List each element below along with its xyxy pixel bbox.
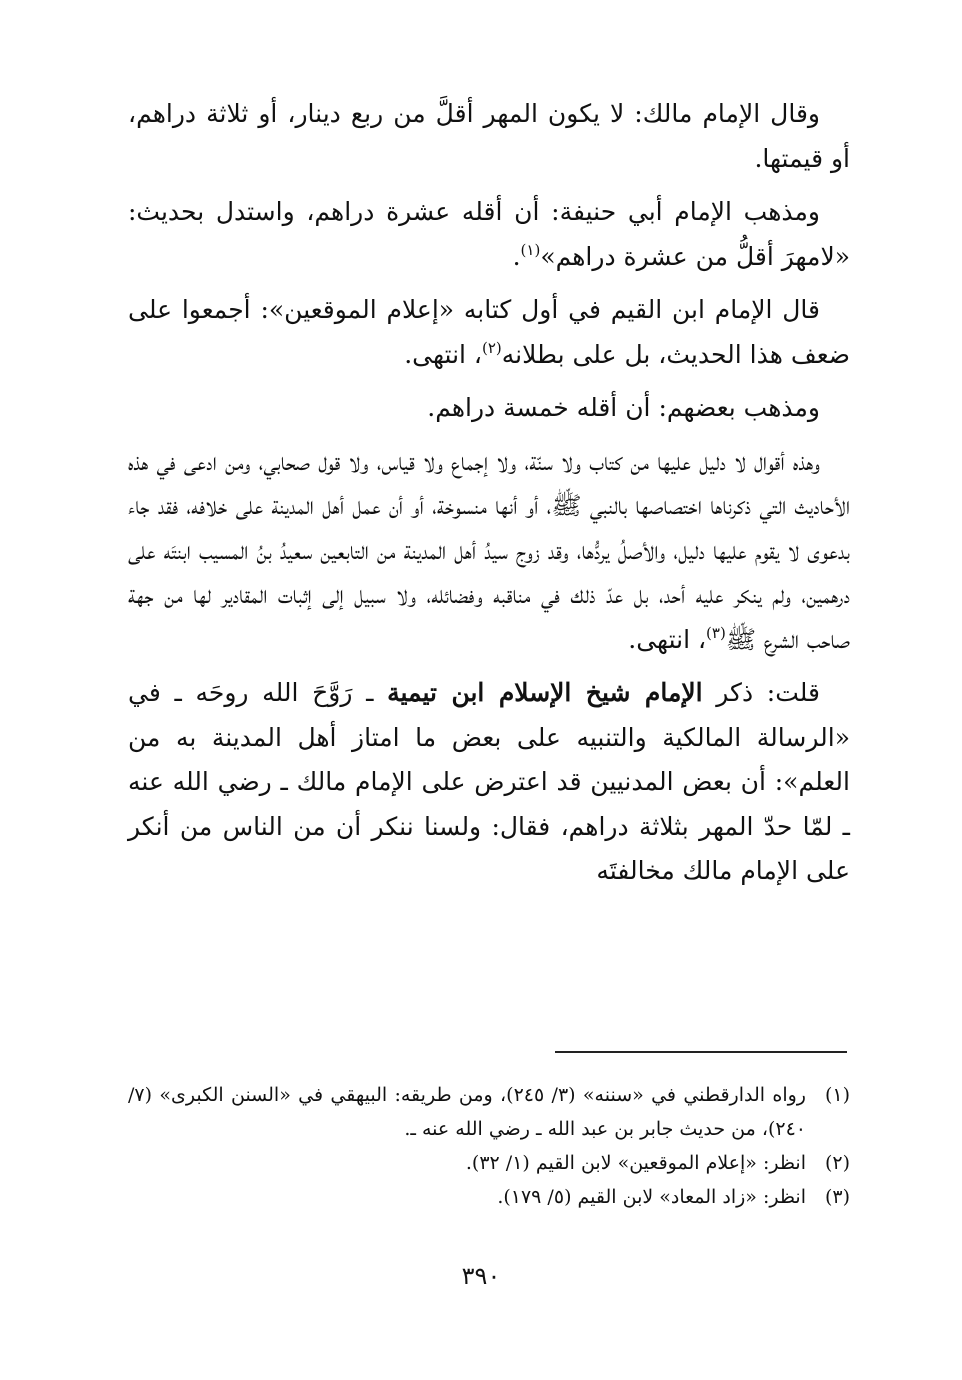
bold-name: الإمام شيخ الإسلام ابن تيمية: [387, 678, 703, 707]
footnote-text: رواه الدارقطني في «سننه» (٣/ ٢٤٥)، ومن طريقه: البيهقي في «السنن الكبرى» (٧/ ٢٤٠)، من حديث جابر بن عبد الله ـ رضي الله عنه ـ.: [128, 1084, 806, 1140]
footnote-ref-2[interactable]: (٢): [482, 338, 502, 357]
footnote-2: [128, 1146, 850, 1180]
footnote-1: [128, 1078, 850, 1146]
footnote-number: (١): [824, 1084, 850, 1106]
paragraph-text: ـ رَوَّحَ الله روحَه ـ في «الرسالة المالكية والتنبيه على بعض ما امتاز أهل المدينة به من العلم»: أن بعض المدنيين قد اعترض على الإمام مالك ـ رضي الله عنه ـ لمّا حدّ المهر بثلاثة دراهم، فقال: ولسنا ننكر أن من الناس من أنكر على الإمام مالك مخالفتَه: [128, 678, 850, 885]
footnote-number: (٣): [824, 1186, 850, 1208]
page-number: ٣٩٠: [461, 1262, 501, 1290]
footnote-number: (٢): [824, 1152, 850, 1174]
paragraph-text: وهذه أقوال لا دليل عليها من كتاب ولا سنّة، ولا إجماع ولا قياس، ولا قول صحابي، ومن ادعى في هذه الأحاديث التي ذكرناها اختصاصها بالنبي ﷺ، أو أنها منسوخة، أو أن عمل أهل المدينة على خلافه، فقد جاء بدعوى لا يقوم عليها دليل، والأصلُ يردُّها، وقد زوج سيدُ أهل المدينة من التابعين سعيدُ بنُ المسيب ابنتَه على درهمين، ولم ينكر عليه أحد، بل عدّ ذلك في مناقبه وفضائله، ولا سبيل إلى إثبات المقادير لها من جهة صاحب الشرع ﷺ: [128, 446, 850, 654]
footnote-3: [128, 1180, 850, 1214]
paragraph-abu-hanifa: [128, 190, 850, 279]
main-text: [128, 92, 850, 903]
paragraph-ibn-qayyim: [128, 288, 850, 377]
footnote-text: انظر: «إعلام الموقعين» لابن القيم (١/ ٣٢).: [465, 1152, 806, 1174]
paragraph-text: قال الإمام ابن القيم في أول كتابه «إعلام الموقعين»: أجمعوا على ضعف هذا الحديث، بل على بطلانه: [128, 295, 850, 369]
footnote-ref-3[interactable]: (٣): [706, 623, 726, 642]
paragraph-text: ومذهب بعضهم: أن أقله خمسة دراهم.: [427, 393, 820, 422]
paragraph-some-scholars: [128, 386, 850, 431]
paragraph-tail: ، انتهى.: [404, 339, 482, 369]
footnote-separator: [555, 1051, 847, 1053]
paragraph-no-evidence: [128, 440, 850, 663]
paragraph-malik: [128, 92, 850, 181]
footnote-ref-1[interactable]: (١): [520, 240, 541, 259]
paragraph-lead: قلت: ذكر: [702, 678, 820, 707]
paragraph-ibn-taymiyya: [128, 671, 850, 894]
footnote-text: انظر: «زاد المعاد» لابن القيم (٥/ ١٧٩).: [497, 1186, 806, 1208]
paragraph-tail: .: [512, 241, 521, 271]
footnotes: [128, 1078, 850, 1214]
paragraph-text: وقال الإمام مالك: لا يكون المهر أقلَّ من ربع دينار، أو ثلاثة دراهم، أو قيمتها.: [128, 99, 850, 173]
paragraph-tail: ، انتهى.: [628, 624, 707, 654]
paragraph-text: ومذهب الإمام أبي حنيفة: أن أقله عشرة دراهم، واستدل بحديث: «لامهرَ أقلُّ من عشرة دراهم»: [128, 197, 850, 271]
